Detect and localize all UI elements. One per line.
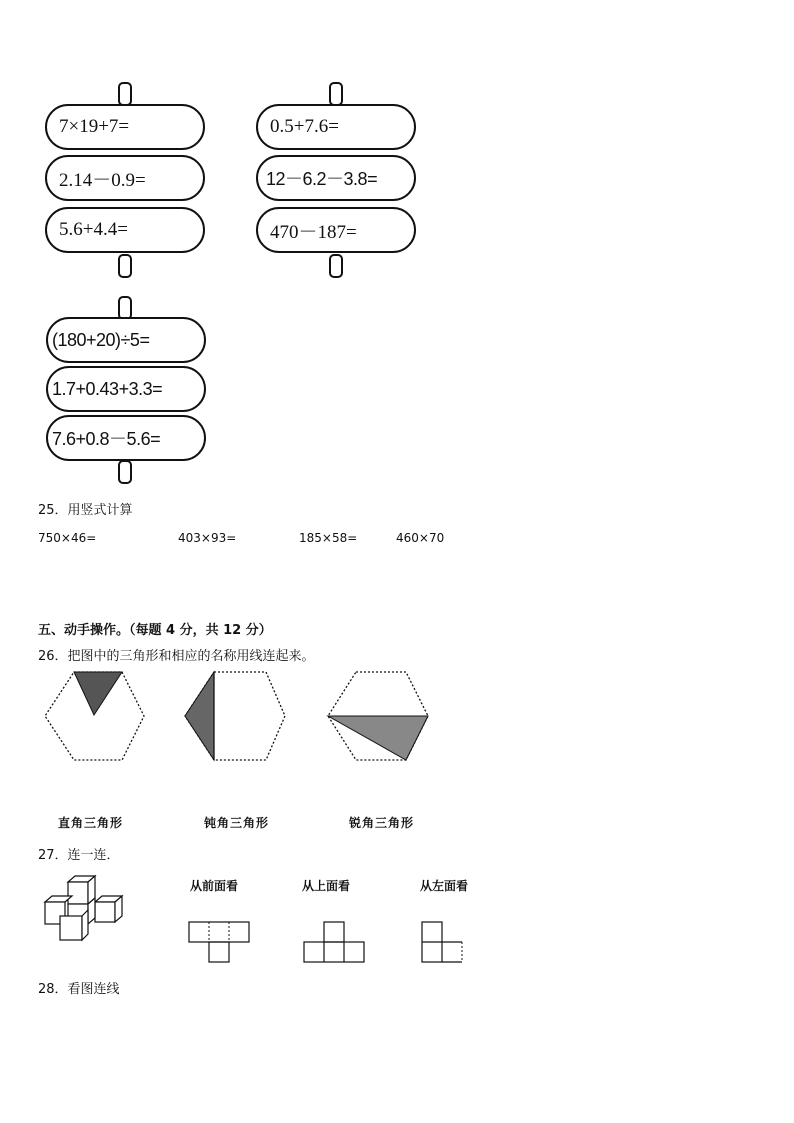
vertical-calc-item: 185×58= [299, 531, 358, 545]
string-top-knob [118, 82, 132, 106]
section-5-heading: 五、动手操作。（每题 4 分，共 12 分） [38, 623, 272, 638]
label-obtuse-triangle: 钝角三角形 [204, 816, 270, 830]
calc-expression: 1.7+0.43+3.3= [46, 366, 206, 412]
question-28-title: 28．看图连线 [38, 982, 120, 997]
obtuse-triangle-shape [185, 672, 214, 760]
question-27-title: 27．连一连． [38, 848, 120, 863]
string-bottom-knob [329, 254, 343, 278]
view-label-top: 从上面看 [302, 879, 351, 893]
calc-expression: 7×19+7= [45, 104, 205, 150]
calc-expression: (180+20)÷5= [46, 317, 206, 363]
view-shape-front [185, 918, 255, 966]
string-bottom-knob [118, 460, 132, 484]
calc-expression: 7.6+0.8－5.6= [46, 415, 206, 461]
string-bottom-knob [118, 254, 132, 278]
view-label-front: 从前面看 [190, 879, 239, 893]
question-26-title: 26．把图中的三角形和相应的名称用线连起来。 [38, 649, 315, 664]
view-label-left: 从左面看 [420, 879, 469, 893]
calc-expression: 0.5+7.6= [256, 104, 416, 150]
question-25-title: 25．用竖式计算 [38, 503, 133, 518]
view-shape-top [300, 918, 370, 966]
calc-expression: 2.14－0.9= [45, 155, 205, 201]
vertical-calc-item: 460×70 [396, 531, 445, 545]
vertical-calc-item: 750×46= [38, 531, 97, 545]
cube-stack-figure [40, 872, 130, 946]
string-top-knob [329, 82, 343, 106]
acute-triangle-shape [328, 716, 428, 760]
label-right-triangle: 直角三角形 [58, 816, 124, 830]
label-acute-triangle: 锐角三角形 [349, 816, 415, 830]
calc-expression: 5.6+4.4= [45, 207, 205, 253]
vertical-calc-item: 403×93= [178, 531, 237, 545]
hexagon-triangles-figure [30, 660, 450, 770]
calc-expression: 12－6.2－3.8= [256, 155, 416, 201]
calc-expression: 470－187= [256, 207, 416, 253]
right-triangle-shape [74, 672, 122, 715]
view-shape-left [418, 918, 468, 966]
